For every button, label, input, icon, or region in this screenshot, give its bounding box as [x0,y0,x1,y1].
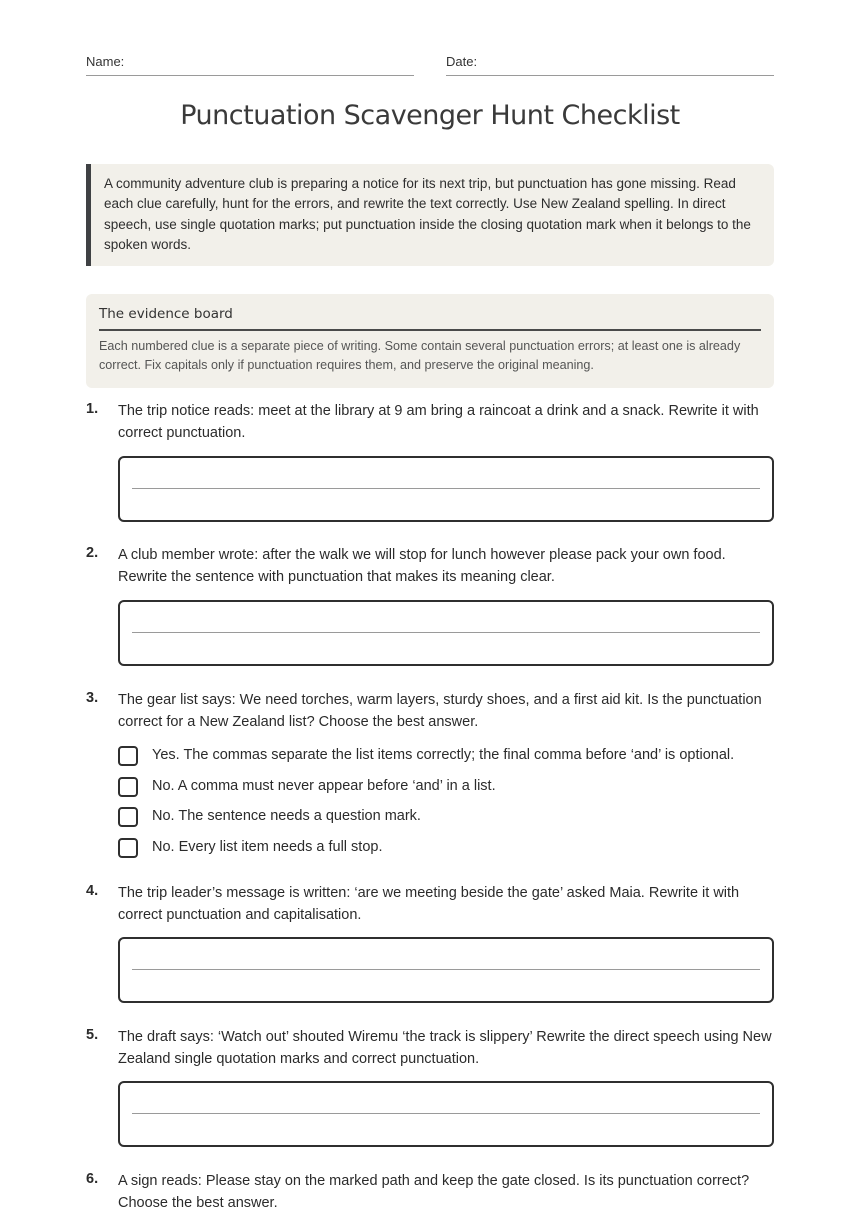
question-number: 4. [86,883,99,899]
date-label: Date: [446,54,478,69]
option-label: No. A comma must never appear before ‘and’ in a list. [152,778,496,794]
option-1[interactable] [118,746,774,770]
evidence-board-title: The evidence board [99,306,761,331]
answer-line [132,1113,760,1114]
intro-callout: A community adventure club is preparing a notice for its next trip, but punctuation has gone missing. Read each clue carefully, hunt for the errors, and rewrite the text correctly. Use New Zealand spelling. In direct speech, use single quotation marks; put punctuation inside the closing quotation mark when it belongs to the spoken words. [86,164,774,266]
question-text: The gear list says: We need torches, warm layers, sturdy shoes, and a first aid kit. Is the punctuation correct for a New Zealand list? Choose the best answer. [118,692,762,730]
checkbox[interactable] [118,746,138,766]
option-label: No. The sentence needs a question mark. [152,808,421,824]
question-number: 6. [86,1171,99,1187]
answer-line [132,488,760,489]
checkbox[interactable] [118,807,138,827]
evidence-board [86,294,774,388]
option-3[interactable] [118,807,774,831]
checkbox[interactable] [118,838,138,858]
date-field[interactable] [446,54,774,76]
answer-line [132,969,760,970]
question-text: The trip notice reads: meet at the library at 9 am bring a raincoat a drink and a snack. Rewrite it with correct punctuation. [118,403,759,441]
answer-line [132,632,760,633]
question-text: The trip leader’s message is written: ‘are we meeting beside the gate’ asked Maia. Rewrite it with correct punctuation and capitalisation. [118,885,740,923]
question-text: A club member wrote: after the walk we will stop for lunch however please pack your own food. Rewrite the sentence with punctuation that makes its meaning clear. [118,547,726,585]
question-text: A sign reads: Please stay on the marked path and keep the gate closed. Is its punctuation correct? Choose the best answer. [118,1173,750,1211]
option-2[interactable] [118,777,774,801]
page-title: Punctuation Scavenger Hunt Checklist [180,100,680,131]
name-date-row [86,54,774,76]
name-label: Name: [86,54,125,69]
answer-box[interactable] [118,937,774,1003]
question-number: 3. [86,690,99,706]
question-number: 1. [86,401,99,417]
checkbox[interactable] [118,777,138,797]
question-text: The draft says: ‘Watch out’ shouted Wiremu ‘the track is slippery’ Rewrite the direct speech using New Zealand single quotation marks and correct punctuation. [118,1029,772,1067]
name-field[interactable] [86,54,414,76]
option-label: No. Every list item needs a full stop. [152,839,383,855]
question-number: 2. [86,545,99,561]
option-4[interactable] [118,838,774,862]
option-label: Yes. The commas separate the list items correctly; the final comma before ‘and’ is optional. [152,747,735,763]
answer-box[interactable] [118,600,774,666]
question-number: 5. [86,1027,99,1043]
answer-box[interactable] [118,1081,774,1147]
answer-box[interactable] [118,456,774,522]
evidence-board-body: Each numbered clue is a separate piece of writing. Some contain several punctuation errors; at least one is already correct. Fix capitals only if punctuation requires them, and preserve the original meaning. [99,339,741,372]
